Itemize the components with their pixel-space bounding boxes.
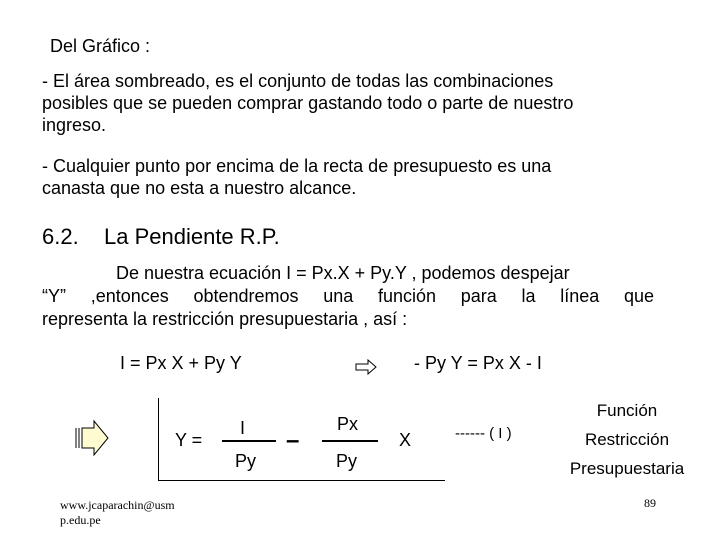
equation-budget: I = Px X + Py Y (120, 353, 242, 373)
paragraph-line: representa la restricción presupuestaria , así : (42, 309, 408, 329)
formula-minus: – (286, 427, 300, 454)
function-label-line: Presupuestaria (569, 459, 685, 478)
paragraph-line: - El área sombreado, es el conjunto de todas las combinaciones (42, 71, 554, 91)
function-label-line: Restricción (584, 430, 670, 449)
section-number: 6.2. (42, 224, 79, 249)
fraction2-bar (322, 440, 378, 442)
function-label-line: Función (596, 401, 658, 420)
paragraph-line: - Cualquier punto por encima de la recta de presupuesto es una (42, 156, 552, 176)
fraction2-numerator: Px (337, 414, 359, 434)
function-label (552, 396, 702, 483)
section-heading (42, 224, 280, 250)
paragraph-feasible-set (42, 70, 573, 136)
formula-reference: ------ ( I ) (455, 425, 512, 442)
intro-title: Del Gráfico : (50, 36, 151, 56)
arrow-right-icon (72, 418, 110, 458)
formula-frame-bottom (158, 480, 445, 481)
formula-frame-left (158, 398, 159, 480)
page-number: 89 (644, 496, 656, 510)
paragraph-line: posibles que se pueden comprar gastando todo o parte de nuestro (42, 93, 574, 113)
paragraph-line: De nuestra ecuación I = Px.X + Py.Y , podemos despejar (116, 263, 570, 283)
formula-variable: X (399, 430, 412, 450)
footer-email-line: www.jcaparachin@usm (60, 498, 175, 512)
formula-lhs: Y = (175, 430, 203, 450)
fraction1-denominator: Py (235, 451, 257, 471)
fraction1-bar (222, 440, 276, 442)
fraction1-numerator: I (240, 418, 246, 438)
fraction2-denominator: Py (336, 451, 358, 471)
paragraph-line: canasta que no esta a nuestro alcance. (42, 178, 357, 198)
paragraph-line: ingreso. (42, 115, 107, 135)
paragraph-slope (42, 262, 654, 331)
paragraph-line: “Y” ,entonces obtendremos una función para la línea que (42, 286, 654, 306)
footer-email (60, 498, 175, 528)
equation-rearranged: - Py Y = Px X - I (414, 353, 542, 373)
arrow-right-icon (355, 359, 377, 375)
section-title: La Pendiente R.P. (104, 224, 280, 249)
footer-email-line: p.edu.pe (60, 513, 101, 527)
paragraph-above-line (42, 155, 551, 199)
